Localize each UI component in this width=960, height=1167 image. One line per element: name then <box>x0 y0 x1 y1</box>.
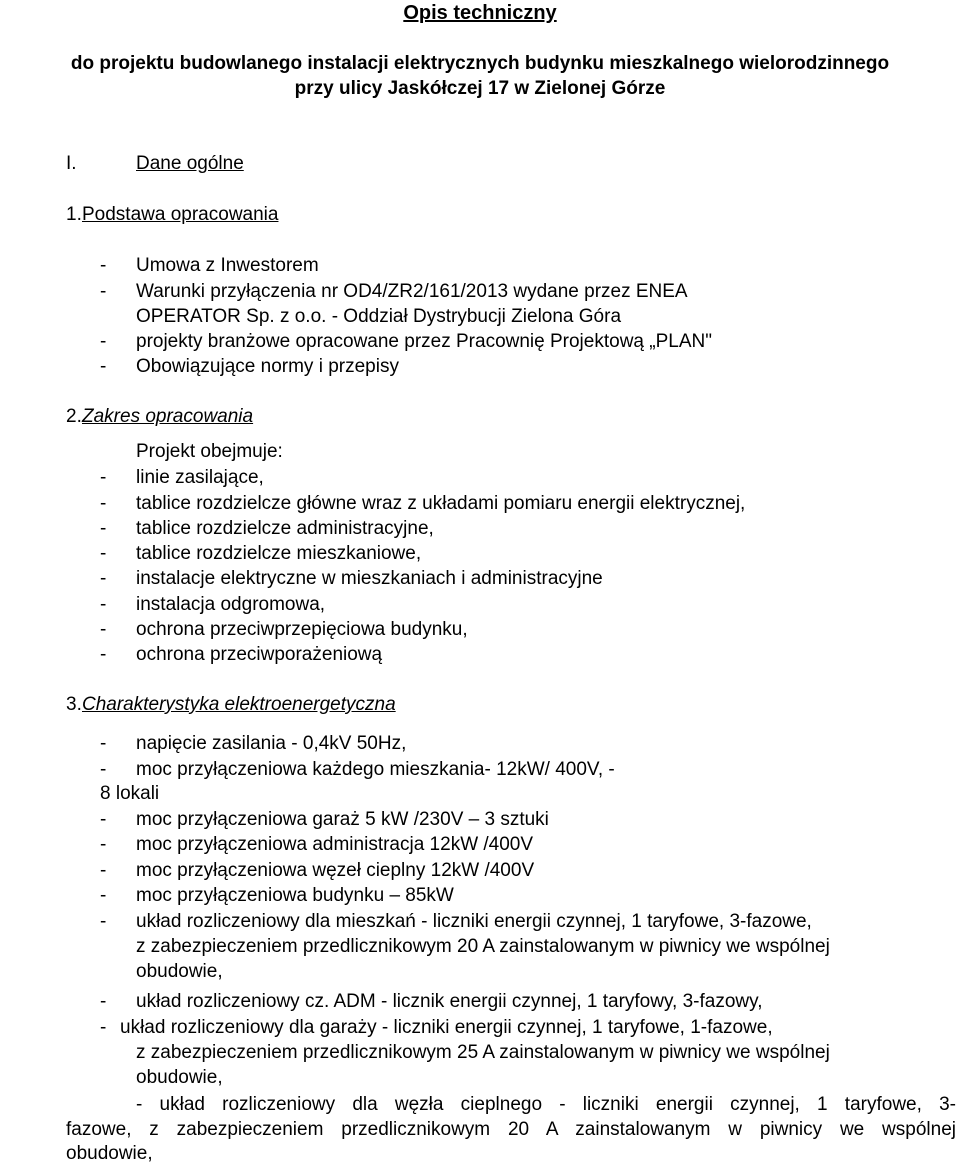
list-dash: - <box>100 619 107 640</box>
list-dash: - <box>100 594 107 615</box>
list-dash: - <box>100 759 107 780</box>
list-item: moc przyłączeniowa budynku – 85kW <box>136 885 454 906</box>
list-item: układ rozliczeniowy cz. ADM - licznik energii czynnej, 1 taryfowy, 3-fazowy, <box>136 991 763 1012</box>
subsection-1-title: Podstawa opracowania <box>82 204 279 225</box>
list-dash: - <box>100 885 107 906</box>
list-item: moc przyłączeniowa każdego mieszkania- 12kW/ 400V, - <box>136 759 615 780</box>
subsection-2-title: Zakres opracowania <box>82 406 254 427</box>
list-item-continuation: 8 lokali <box>100 783 160 804</box>
list-item: projekty branżowe opracowane przez Pracownię Projektową „PLAN" <box>136 331 712 352</box>
list-dash: - <box>100 733 107 754</box>
list-dash: - <box>100 911 107 932</box>
list-item-continuation: z zabezpieczeniem przedlicznikowym 25 A zainstalowanym w piwnicy we wspólnej <box>136 1042 830 1063</box>
list-dash: - <box>100 991 107 1012</box>
section-1-title: Dane ogólne <box>136 153 244 174</box>
list-dash: - <box>100 281 107 302</box>
list-dash: - <box>100 543 107 564</box>
list-item: Obowiązujące normy i przepisy <box>136 356 399 377</box>
list-dash: - <box>100 493 107 514</box>
list-item-continuation: fazowe, z zabezpieczeniem przedlicznikowym 20 A zainstalowanym w piwnicy we wspólnej <box>66 1119 956 1140</box>
list-dash: - <box>100 255 107 276</box>
section-1-number: I. <box>66 153 77 174</box>
list-item: tablice rozdzielcze mieszkaniowe, <box>136 543 422 564</box>
list-item: linie zasilające, <box>136 467 264 488</box>
list-item: tablice rozdzielcze główne wraz z układami pomiaru energii elektrycznej, <box>136 493 746 514</box>
list-item: Warunki przyłączenia nr OD4/ZR2/161/2013 wydane przez ENEA <box>136 281 688 302</box>
list-dash: - <box>100 644 107 665</box>
list-item-continuation: OPERATOR Sp. z o.o. - Oddział Dystrybucji Zielona Góra <box>136 306 622 327</box>
list-item-continuation: obudowie, <box>136 961 223 982</box>
list-item: instalacja odgromowa, <box>136 594 326 615</box>
subsection-3-number: 3. <box>66 694 82 715</box>
list-item: tablice rozdzielcze administracyjne, <box>136 518 434 539</box>
subsection-2-number: 2. <box>66 406 82 427</box>
list-dash: - <box>100 467 107 488</box>
scope-intro: Projekt obejmuje: <box>136 441 283 462</box>
list-item-continuation: z zabezpieczeniem przedlicznikowym 20 A zainstalowanym w piwnicy we wspólnej <box>136 936 830 957</box>
list-dash: - <box>100 809 107 830</box>
list-item-continuation: obudowie, <box>136 1067 223 1088</box>
list-dash: - <box>100 568 107 589</box>
list-dash: - <box>100 356 107 377</box>
list-item: moc przyłączeniowa garaż 5 kW /230V – 3 sztuki <box>136 809 549 830</box>
list-item-continuation: obudowie, <box>66 1143 153 1164</box>
list-item: ochrona przeciwprzepięciowa budynku, <box>136 619 468 640</box>
subtitle-line-2: przy ulicy Jaskółczej 17 w Zielonej Górze <box>294 78 666 99</box>
subsection-1-number: 1. <box>66 204 82 225</box>
list-item: układ rozliczeniowy dla mieszkań - liczniki energii czynnej, 1 taryfowe, 3-fazowe, <box>136 911 812 932</box>
list-item: - układ rozliczeniowy dla węzła cieplnego - liczniki energii czynnej, 1 taryfowe, 3- <box>136 1094 956 1115</box>
list-dash: - <box>100 1017 107 1038</box>
subsection-3-title: Charakterystyka elektroenergetyczna <box>82 694 396 715</box>
list-item: moc przyłączeniowa węzeł cieplny 12kW /400V <box>136 860 535 881</box>
list-item: układ rozliczeniowy dla garaży - liczniki energii czynnej, 1 taryfowe, 1-fazowe, <box>120 1017 773 1038</box>
list-item: napięcie zasilania - 0,4kV 50Hz, <box>136 733 407 754</box>
list-dash: - <box>100 331 107 352</box>
list-item: ochrona przeciwporażeniową <box>136 644 383 665</box>
list-item: instalacje elektryczne w mieszkaniach i administracyjne <box>136 568 603 589</box>
list-item: Umowa z Inwestorem <box>136 255 319 276</box>
list-dash: - <box>100 834 107 855</box>
list-dash: - <box>100 860 107 881</box>
document-title: Opis techniczny <box>403 2 557 24</box>
subtitle-line-1: do projektu budowlanego instalacji elektrycznych budynku mieszkalnego wielorodzinnego <box>70 53 890 74</box>
list-dash: - <box>100 518 107 539</box>
list-item: moc przyłączeniowa administracja 12kW /400V <box>136 834 534 855</box>
